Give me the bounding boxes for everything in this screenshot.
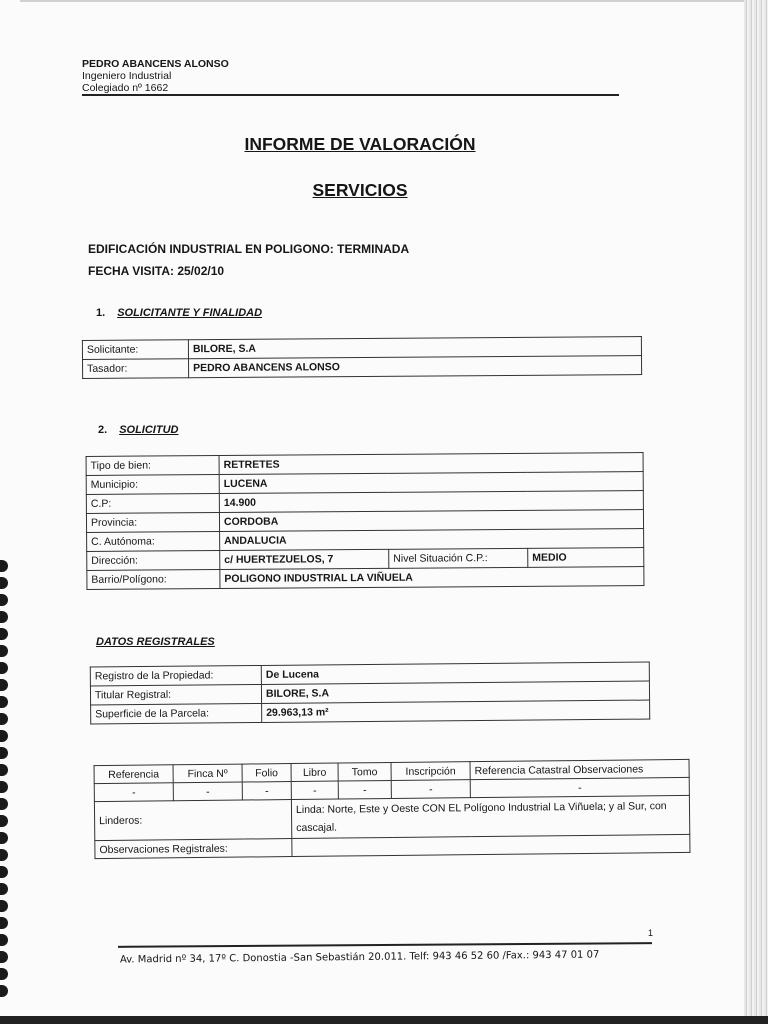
- footer-rule: [118, 942, 652, 948]
- label-cell: C.P:: [86, 494, 219, 514]
- author-profession: Ingeniero Industrial: [82, 70, 172, 82]
- value-cell: 29.963,13 m²: [262, 700, 650, 722]
- observaciones-value: [292, 834, 690, 856]
- value-cell: ANDALUCIA: [220, 529, 644, 551]
- column-header: Referencia Catastral Observaciones: [470, 759, 689, 779]
- label-cell: Superficie de la Parcela:: [91, 703, 262, 723]
- linderos-value: Linda: Norte, Este y Oeste CON EL Polígono Industrial La Viñuela; y al Sur, con cascajal.: [291, 795, 689, 838]
- table-cell: -: [94, 783, 173, 802]
- label-cell: Tipo de bien:: [86, 456, 219, 476]
- column-header: Libro: [291, 763, 338, 781]
- solicitante-table: [82, 336, 642, 379]
- table-cell: -: [173, 782, 242, 801]
- solicitud-table: [86, 452, 645, 590]
- column-header: Folio: [242, 764, 291, 783]
- value-cell: CORDOBA: [219, 510, 643, 532]
- column-header: Finca Nº: [173, 764, 242, 783]
- author-registration: Colegiado nº 1662: [82, 82, 169, 94]
- binder-holes: [0, 560, 12, 1020]
- column-header: Referencia: [94, 765, 173, 784]
- report-title: INFORME DE VALORACIÓN: [244, 134, 476, 154]
- table-cell: -: [291, 781, 338, 799]
- value-cell: MEDIO: [528, 548, 644, 568]
- page-bottom-edge: [0, 1016, 768, 1024]
- value-cell: 14.900: [219, 491, 643, 513]
- section-heading-solicitante: 1. SOLICITANTE Y FINALIDAD: [96, 307, 263, 319]
- label-cell: Registro de la Propiedad:: [90, 665, 261, 685]
- binder-pages-edge: [744, 0, 768, 1024]
- page-number: 1: [648, 928, 654, 938]
- value-cell: POLIGONO INDUSTRIAL LA VIÑUELA: [220, 567, 644, 589]
- table-cell: -: [391, 780, 470, 799]
- column-header: Tomo: [338, 763, 391, 782]
- label-cell: Nivel Situación C.P.:: [389, 548, 528, 568]
- author-name: PEDRO ABANCENS ALONSO: [82, 58, 229, 70]
- value-cell: LUCENA: [219, 472, 643, 494]
- label-cell: Observaciones Registrales:: [95, 839, 292, 859]
- value-cell: BILORE, S.A: [261, 681, 649, 703]
- footer-address: Av. Madrid nº 34, 17º C. Donostia -San Sebastián 20.011. Telf: 943 46 52 60 /Fax.: 943 47 01 07: [119, 949, 600, 966]
- registrales-table: [90, 662, 650, 725]
- label-cell: Provincia:: [86, 513, 219, 533]
- label-cell: Barrio/Polígono:: [87, 570, 220, 590]
- value-cell: RETRETES: [219, 453, 643, 475]
- label-cell: Tasador:: [83, 359, 189, 379]
- label-cell: Solicitante:: [82, 340, 188, 360]
- value-cell: PEDRO ABANCENS ALONSO: [189, 356, 642, 378]
- table-row: [94, 795, 689, 840]
- table-row: [91, 700, 650, 724]
- label-cell: C. Autónoma:: [87, 532, 220, 552]
- table-row: [83, 356, 642, 379]
- visit-date: FECHA VISITA: 25/02/10: [88, 264, 225, 278]
- table-cell: -: [242, 782, 291, 801]
- label-cell: Titular Registral:: [90, 684, 261, 704]
- catastral-table: [94, 759, 691, 859]
- value-cell: De Lucena: [261, 662, 649, 684]
- label-cell: Linderos:: [94, 800, 291, 841]
- header-rule: [82, 94, 619, 96]
- value-cell: BILORE, S.A: [188, 337, 641, 359]
- section-heading-solicitud: 2. SOLICITUD: [98, 424, 179, 436]
- table-cell: -: [470, 777, 689, 797]
- building-type: EDIFICACIÓN INDUSTRIAL EN POLIGONO: TERMINADA: [88, 242, 410, 256]
- section-heading-registrales: DATOS REGISTRALES: [96, 636, 215, 648]
- column-header: Inscripción: [391, 762, 470, 781]
- label-cell: Dirección:: [87, 551, 220, 571]
- value-cell: c/ HUERTEZUELOS, 7: [220, 549, 389, 569]
- table-cell: -: [338, 781, 391, 800]
- letterhead: [82, 58, 229, 94]
- label-cell: Municipio:: [86, 475, 219, 495]
- report-subtitle: SERVICIOS: [312, 180, 408, 200]
- page-top-edge: [20, 0, 768, 2]
- table-row: [87, 567, 644, 590]
